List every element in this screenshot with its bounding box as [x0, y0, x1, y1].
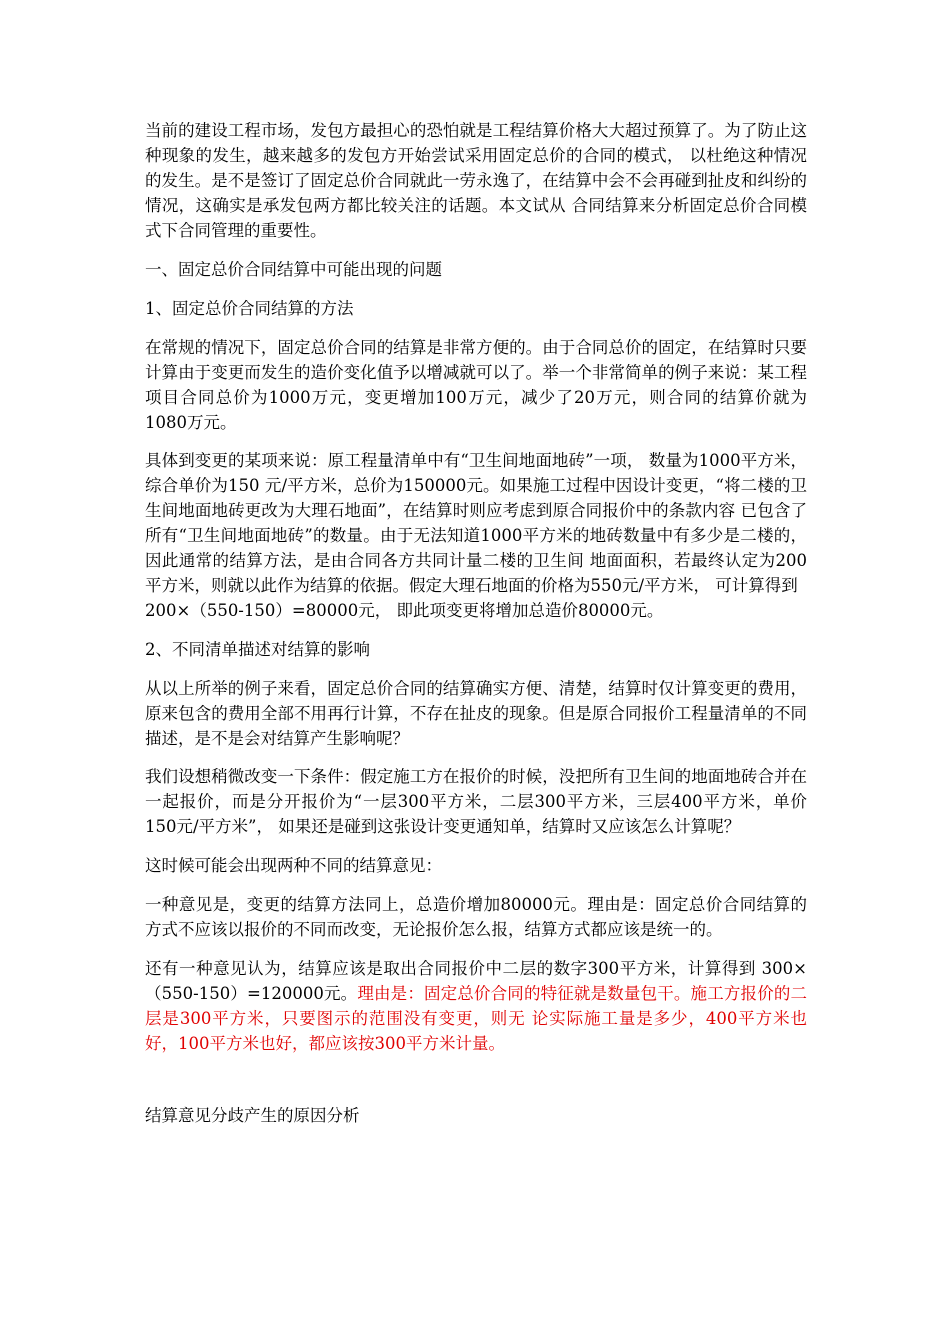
paragraph-opinion-one: 一种意见是，变更的结算方法同上，总造价增加80000元。理由是：固定总价合同结算的方式不应该以报价的不同而改变，无论报价怎么报，结算方式都应该是统一的。: [145, 895, 807, 939]
paragraph-example-formula: 200×（550-150）=80000元， 即此项变更将增加总造价80000元。: [145, 601, 664, 620]
paragraph-settlement-method: 在常规的情况下，固定总价合同的结算是非常方便的。由于合同总价的固定，在结算时只要计算由于变更而发生的造价变化值予以增减就可以了。举一个非常简单的例子来说：某工程项目合同总价为1000万元，变更增加100万元，减少了20万元，则合同的结算价就为1080万元。: [145, 338, 807, 432]
paragraph-example: [145, 448, 807, 623]
paragraph-example-text: 具体到变更的某项来说：原工程量清单中有“卫生间地面地砖”一项， 数量为1000平方米，综合单价为150 元/平方米，总价为150000元。如果施工过程中因设计变更，“将二楼的卫生间地面地砖更改为大理石地面”，在结算时则应考虑到原合同报价中的条款内容 已包含了所有“卫生间地面地砖”的数量。由于无法知道1000平方米的地砖数量中有多少是二楼的，因此通常的结算方法，是由合同各方共同计量二楼的卫生间 地面面积，若最终认定为200平方米，则就以此作为结算的依据。假定大理石地面的价格为550元/平方米， 可计算得到: [145, 451, 807, 595]
paragraph-opinion-two: [145, 956, 807, 1056]
paragraph-assumption: 我们设想稍微改变一下条件：假定施工方在报价的时候，没把所有卫生间的地面地砖合并在一起报价，而是分开报价为“一层300平方米，二层300平方米，三层400平方米，单价150元/平方米”， 如果还是碰到这张设计变更通知单，结算时又应该怎么计算呢？: [145, 767, 807, 836]
subsection-2-heading: 2、不同清单描述对结算的影响: [145, 640, 370, 659]
opinion-two-black-text: 还有一种意见认为，结算应该是取出合同报价中二层的数字300平方米，计算得到 300×（550-150）=120000元。: [145, 959, 807, 1003]
section-2-heading: 结算意见分歧产生的原因分析: [145, 1106, 360, 1125]
section-1-heading: 一、固定总价合同结算中可能出现的问题: [145, 260, 442, 279]
subsection-1-heading: 1、固定总价合同结算的方法: [145, 299, 354, 318]
opinion-two-red-text: 理由是：固定总价合同的特征就是数量包干。施工方报价的二层是300平方米，只要图示的范围没有变更，则无 论实际施工量是多少，400平方米也好，100平方米也好，都应该按300平方米计量。: [145, 984, 808, 1053]
intro-paragraph: 当前的建设工程市场，发包方最担心的恐怕就是工程结算价格大大超过预算了。为了防止这种现象的发生，越来越多的发包方开始尝试采用固定总价的合同的模式， 以杜绝这种情况的发生。是不是签订了固定总价合同就此一劳永逸了，在结算中会不会再碰到扯皮和纠纷的情况，这确实是承发包两方都比较关注的话题。本文试从 合同结算来分析固定总价合同模式下合同管理的重要性。: [145, 121, 807, 240]
paragraph-two-opinions: 这时候可能会出现两种不同的结算意见：: [145, 856, 442, 875]
document-page: [145, 118, 807, 1128]
paragraph-list-description: 从以上所举的例子来看，固定总价合同的结算确实方便、清楚，结算时仅计算变更的费用，原来包含的费用全部不用再行计算，不存在扯皮的现象。但是原合同报价工程量清单的不同描述，是不是会对结算产生影响呢？: [145, 679, 807, 748]
